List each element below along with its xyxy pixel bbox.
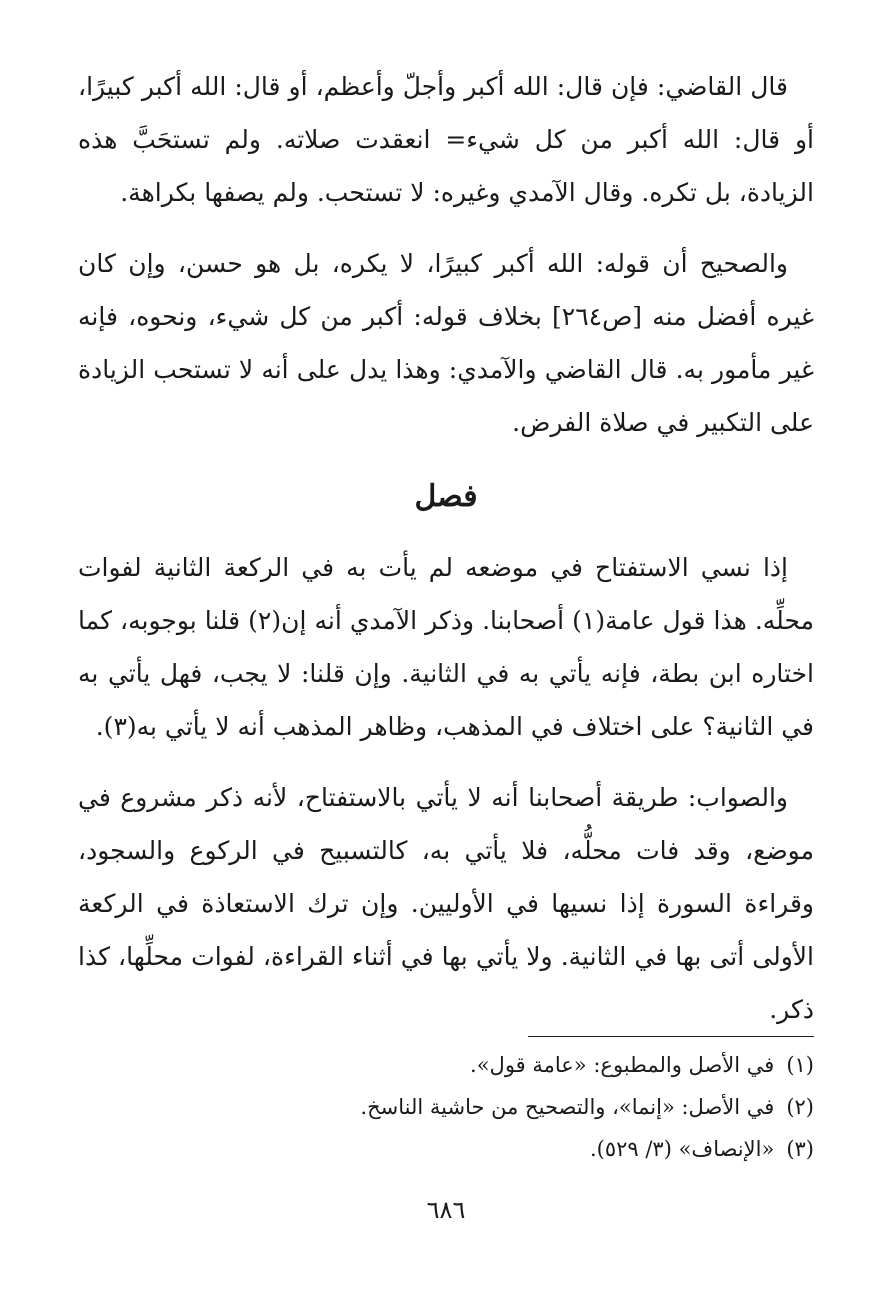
footnote-3 bbox=[78, 1128, 814, 1170]
footnotes bbox=[78, 1044, 814, 1170]
paragraph-correct-view: والصحيح أن قوله: الله أكبر كبيرًا، لا يكره، بل هو حسن، وإن كان غيره أفضل منه [ص٢٦٤] بخلاف قوله: أكبر من كل شيء، ونحوه، فإنه غير مأمور به. قال القاضي والآمدي: وهذا يدل على أنه لا تستحب الزيادة على التكبير في صلاة الفرض. bbox=[78, 249, 814, 437]
page-number: ٦٨٦ bbox=[426, 1196, 466, 1224]
section-heading: فصل bbox=[414, 479, 478, 514]
footnote-number: (١) bbox=[786, 1053, 814, 1077]
footnote-separator bbox=[528, 1036, 814, 1037]
footnote-2 bbox=[78, 1086, 814, 1128]
footnote-number: (٢) bbox=[786, 1095, 814, 1119]
paragraph-forgotten-istiftah: إذا نسي الاستفتاح في موضعه لم يأت به في الركعة الثانية لفوات محلِّه. هذا قول عامة(١) أصحابنا. وذكر الآمدي أنه إن(٢) قلنا بوجوبه، كما اختاره ابن بطة، فإنه يأتي به في الثانية. وإن قلنا: لا يجب، فهل يأتي به في الثانية؟ على اختلاف في المذهب، وظاهر المذهب أنه لا يأتي به(٣). bbox=[78, 553, 814, 741]
footnote-text: في الأصل: «إنما»، والتصحيح من حاشية الناسخ. bbox=[360, 1095, 775, 1119]
footnote-text: في الأصل والمطبوع: «عامة قول». bbox=[470, 1053, 775, 1077]
footnote-number: (٣) bbox=[786, 1137, 814, 1161]
paragraph-qadi-opinion: قال القاضي: فإن قال: الله أكبر وأجلّ وأعظم، أو قال: الله أكبر كبيرًا، أو قال: الله أكبر من كل شيء= انعقدت صلاته. ولم تستحَبَّ هذه الزيادة، بل تكره. وقال الآمدي وغيره: لا تستحب. ولم يصفها بكراهة. bbox=[78, 72, 814, 207]
footnote-text: «الإنصاف» (٣/ ٥٢٩). bbox=[589, 1137, 775, 1161]
paragraph-correct-method: والصواب: طريقة أصحابنا أنه لا يأتي بالاستفتاح، لأنه ذكر مشروع في موضع، وقد فات محلُّه، فلا يأتي به، كالتسبيح في الركوع والسجود، وقراءة السورة إذا نسيها في الأوليين. وإن ترك الاستعاذة في الركعة الأولى أتى بها في الثانية. ولا يأتي بها في أثناء القراءة، لفوات محلِّها، كذا ذكر. bbox=[78, 783, 814, 1024]
main-text bbox=[78, 60, 814, 1054]
footnote-1 bbox=[78, 1044, 814, 1086]
